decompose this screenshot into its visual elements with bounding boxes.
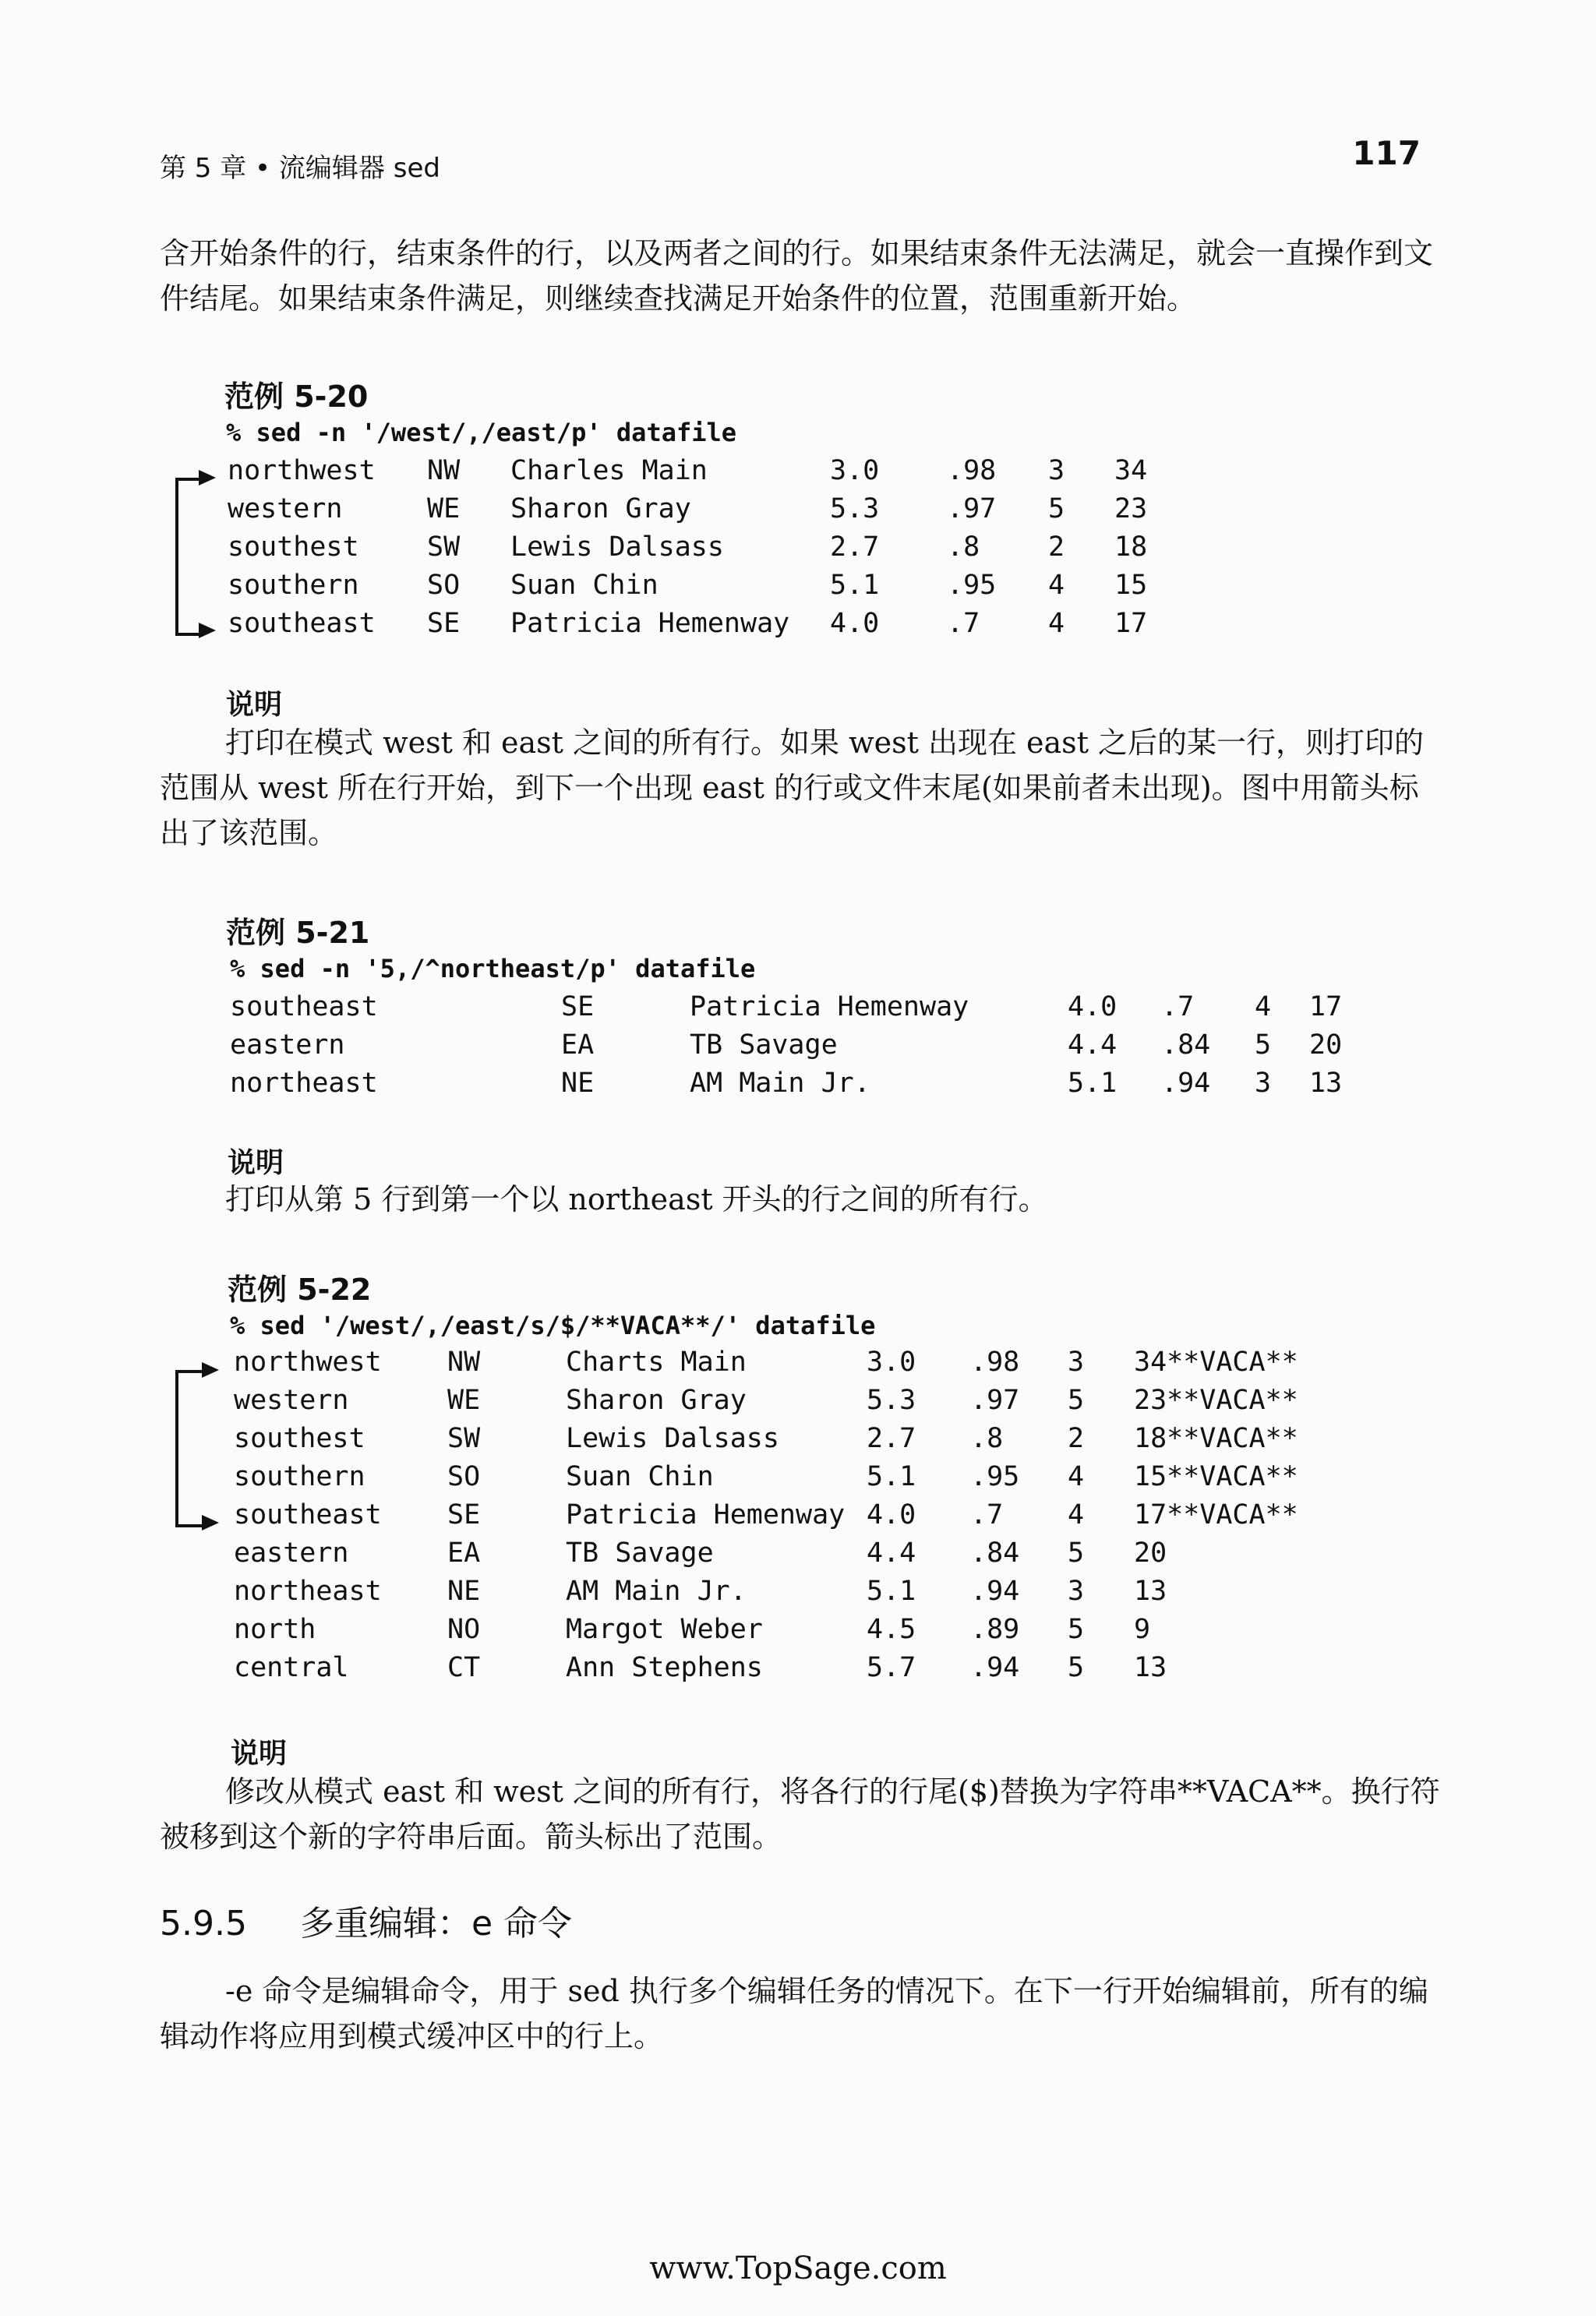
cell-col-d: 20 [1309, 1029, 1343, 1061]
cell-code: SE [561, 991, 595, 1022]
output-table [0, 991, 1596, 1106]
cell-col-b: .84 [1161, 1029, 1211, 1061]
intro-paragraph [160, 231, 1446, 321]
cell-col-a: 4.0 [830, 608, 880, 639]
chapter-header: 第 5 章 • 流编辑器 sed [160, 153, 440, 184]
cell-code: NO [447, 1614, 481, 1645]
cell-col-c: 5 [1048, 493, 1065, 524]
cell-name: Suan Chin [566, 1461, 714, 1492]
table-row [0, 1385, 1596, 1423]
cell-col-d: 34 [1114, 455, 1148, 486]
example-title: 范例 5-22 [228, 1273, 372, 1307]
cell-name: TB Savage [566, 1538, 714, 1569]
cell-col-c: 3 [1048, 455, 1065, 486]
cell-col-b: .89 [970, 1614, 1020, 1645]
section-number: 5.9.5 [160, 1904, 247, 1944]
cell-col-c: 5 [1068, 1614, 1085, 1645]
cell-name: Patricia Hemenway [510, 608, 790, 639]
page-number: 117 [1352, 134, 1421, 172]
cell-col-c: 3 [1068, 1347, 1085, 1378]
cell-col-b: .98 [970, 1347, 1020, 1378]
cell-code: SO [447, 1461, 481, 1492]
section-paragraph [160, 1968, 1446, 2059]
cell-code: NE [561, 1068, 595, 1099]
arrow-head-icon [199, 470, 216, 485]
cell-name: Charts Main [566, 1347, 747, 1378]
output-table [0, 455, 1596, 646]
example-command: % sed -n '/west/,/east/p' datafile [226, 418, 737, 447]
example-title: 范例 5-20 [224, 380, 369, 414]
example-command: % sed '/west/,/east/s/$/**VACA**/' datafile [230, 1311, 876, 1340]
note-text: 打印从第 5 行到第一个以 northeast 开头的行之间的所有行。 [225, 1182, 1048, 1216]
arrow-head-icon [202, 1362, 219, 1378]
table-row [0, 493, 1596, 531]
cell-col-c: 3 [1255, 1068, 1272, 1099]
table-row [0, 570, 1596, 608]
cell-col-a: 4.0 [867, 1499, 916, 1530]
cell-col-b: .95 [947, 570, 997, 601]
range-bracket [175, 478, 202, 636]
cell-code: WE [427, 493, 461, 524]
cell-region: southest [228, 531, 359, 563]
table-row [0, 1576, 1596, 1614]
cell-region: southeast [234, 1499, 382, 1530]
cell-col-a: 5.7 [867, 1652, 916, 1683]
cell-code: SW [427, 531, 461, 563]
table-row [0, 1461, 1596, 1499]
cell-name: TB Savage [690, 1029, 838, 1061]
cell-col-a: 5.1 [1068, 1068, 1118, 1099]
cell-code: NW [447, 1347, 481, 1378]
cell-col-c: 4 [1048, 570, 1065, 601]
cell-col-b: .8 [947, 531, 980, 563]
cell-region: western [228, 493, 343, 524]
cell-col-d: 34**VACA** [1134, 1347, 1298, 1378]
cell-region: southern [228, 570, 359, 601]
cell-col-d: 13 [1134, 1576, 1167, 1607]
cell-col-c: 4 [1068, 1499, 1085, 1530]
cell-region: eastern [234, 1538, 349, 1569]
table-row [0, 455, 1596, 493]
note-label: 说明 [231, 1738, 288, 1770]
cell-code: EA [561, 1029, 595, 1061]
cell-code: SW [447, 1423, 481, 1454]
cell-code: NW [427, 455, 461, 486]
cell-code: SO [427, 570, 461, 601]
cell-col-a: 4.0 [1068, 991, 1118, 1022]
cell-col-d: 18 [1114, 531, 1148, 563]
cell-col-b: .97 [947, 493, 997, 524]
cell-name: AM Main Jr. [690, 1068, 870, 1099]
note-paragraph [160, 1769, 1446, 1859]
cell-code: SE [427, 608, 461, 639]
cell-code: CT [447, 1652, 481, 1683]
cell-col-b: .97 [970, 1385, 1020, 1416]
cell-name: AM Main Jr. [566, 1576, 747, 1607]
table-row [0, 1538, 1596, 1576]
cell-name: Margot Weber [566, 1614, 763, 1645]
table-row [0, 1614, 1596, 1652]
cell-col-b: .95 [970, 1461, 1020, 1492]
cell-region: eastern [230, 1029, 345, 1061]
cell-code: SE [447, 1499, 481, 1530]
section-title: 多重编辑：e 命令 [299, 1904, 573, 1944]
cell-name: Suan Chin [510, 570, 659, 601]
range-bracket [175, 1370, 205, 1527]
cell-col-a: 5.1 [867, 1461, 916, 1492]
cell-name: Sharon Gray [510, 493, 691, 524]
cell-col-c: 4 [1048, 608, 1065, 639]
cell-col-c: 2 [1068, 1423, 1085, 1454]
cell-col-d: 23**VACA** [1134, 1385, 1298, 1416]
cell-region: southeast [228, 608, 376, 639]
table-row [0, 531, 1596, 570]
cell-name: Patricia Hemenway [566, 1499, 846, 1530]
table-row [0, 1499, 1596, 1538]
cell-col-d: 13 [1309, 1068, 1343, 1099]
cell-region: north [234, 1614, 316, 1645]
cell-region: western [234, 1385, 349, 1416]
example-command: % sed -n '5,/^northeast/p' datafile [230, 954, 756, 983]
cell-col-b: .7 [1161, 991, 1195, 1022]
table-row [0, 991, 1596, 1029]
footer-url: www.TopSage.com [649, 2251, 947, 2286]
cell-region: northwest [228, 455, 376, 486]
table-row [0, 1068, 1596, 1106]
cell-name: Sharon Gray [566, 1385, 747, 1416]
cell-col-d: 15**VACA** [1134, 1461, 1298, 1492]
cell-col-a: 5.1 [867, 1576, 916, 1607]
cell-col-d: 20 [1134, 1538, 1167, 1569]
cell-col-a: 4.5 [867, 1614, 916, 1645]
cell-col-c: 4 [1068, 1461, 1085, 1492]
table-row [0, 1652, 1596, 1690]
cell-col-d: 9 [1134, 1614, 1151, 1645]
cell-col-b: .7 [947, 608, 980, 639]
cell-code: EA [447, 1538, 481, 1569]
section-heading [160, 1895, 572, 1945]
cell-col-c: 5 [1068, 1652, 1085, 1683]
cell-col-d: 17**VACA** [1134, 1499, 1298, 1530]
cell-code: WE [447, 1385, 481, 1416]
cell-code: NE [447, 1576, 481, 1607]
cell-col-c: 3 [1068, 1576, 1085, 1607]
cell-col-a: 3.0 [867, 1347, 916, 1378]
cell-col-a: 3.0 [830, 455, 880, 486]
cell-name: Lewis Dalsass [510, 531, 724, 563]
note-text: 打印在模式 west 和 east 之间的所有行。如果 west 出现在 east 之后的某一行，则打印的范围从 west 所在行开始，到下一个出现 east 的行或文件末尾(如果前者未出现)。图中用箭头标出了该范围。 [160, 726, 1425, 850]
cell-col-a: 2.7 [867, 1423, 916, 1454]
cell-name: Ann Stephens [566, 1652, 763, 1683]
cell-region: southest [234, 1423, 365, 1454]
cell-col-d: 15 [1114, 570, 1148, 601]
cell-col-c: 4 [1255, 991, 1272, 1022]
cell-region: northwest [234, 1347, 382, 1378]
cell-name: Patricia Hemenway [690, 991, 969, 1022]
note-label: 说明 [226, 689, 283, 721]
cell-col-b: .84 [970, 1538, 1020, 1569]
table-row [0, 1347, 1596, 1385]
note-paragraph [160, 720, 1446, 856]
cell-col-b: .94 [970, 1576, 1020, 1607]
cell-col-a: 4.4 [1068, 1029, 1118, 1061]
cell-col-a: 2.7 [830, 531, 880, 563]
cell-col-b: .8 [970, 1423, 1004, 1454]
cell-region: central [234, 1652, 349, 1683]
cell-col-d: 23 [1114, 493, 1148, 524]
table-row [0, 608, 1596, 646]
cell-col-c: 5 [1068, 1385, 1085, 1416]
cell-col-c: 5 [1255, 1029, 1272, 1061]
cell-region: northeast [230, 1068, 378, 1099]
cell-col-a: 5.3 [867, 1385, 916, 1416]
cell-region: southeast [230, 991, 378, 1022]
cell-region: southern [234, 1461, 365, 1492]
cell-col-a: 5.1 [830, 570, 880, 601]
table-row [0, 1423, 1596, 1461]
section-text: -e 命令是编辑命令，用于 sed 执行多个编辑任务的情况下。在下一行开始编辑前，所有的编辑动作将应用到模式缓冲区中的行上。 [160, 1974, 1428, 2053]
cell-name: Charles Main [510, 455, 708, 486]
cell-col-d: 13 [1134, 1652, 1167, 1683]
note-text: 修改从模式 east 和 west 之间的所有行，将各行的行尾($)替换为字符串**VACA**。换行符被移到这个新的字符串后面。箭头标出了范围。 [160, 1774, 1440, 1854]
arrow-head-icon [199, 623, 216, 638]
cell-col-b: .94 [1161, 1068, 1211, 1099]
cell-col-c: 2 [1048, 531, 1065, 563]
cell-col-a: 5.3 [830, 493, 880, 524]
cell-col-b: .98 [947, 455, 997, 486]
example-title: 范例 5-21 [226, 916, 370, 950]
intro-text: 含开始条件的行，结束条件的行，以及两者之间的行。如果结束条件无法满足，就会一直操作到文件结尾。如果结束条件满足，则继续查找满足开始条件的位置，范围重新开始。 [160, 236, 1434, 316]
cell-col-d: 18**VACA** [1134, 1423, 1298, 1454]
note-paragraph [160, 1177, 1446, 1222]
cell-name: Lewis Dalsass [566, 1423, 779, 1454]
cell-col-d: 17 [1309, 991, 1343, 1022]
cell-col-b: .7 [970, 1499, 1004, 1530]
cell-region: northeast [234, 1576, 382, 1607]
cell-col-c: 5 [1068, 1538, 1085, 1569]
cell-col-d: 17 [1114, 608, 1148, 639]
output-table [0, 1347, 1596, 1690]
cell-col-a: 4.4 [867, 1538, 916, 1569]
arrow-head-icon [202, 1515, 219, 1530]
cell-col-b: .94 [970, 1652, 1020, 1683]
note-label: 说明 [228, 1147, 284, 1179]
table-row [0, 1029, 1596, 1068]
